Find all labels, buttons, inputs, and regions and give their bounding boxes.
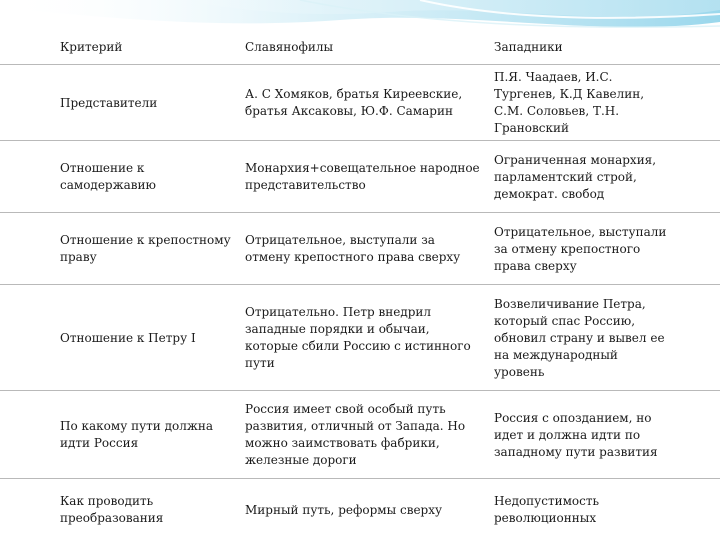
table-row — [0, 390, 720, 479]
header-criterion: Критерий — [60, 39, 123, 54]
row-westernizers: Россия с опозданием, но идет и должна идти по западному пути развития — [494, 410, 658, 459]
row-westernizers: Ограниченная монархия, парламентский строй, демократ. свобод — [494, 152, 657, 201]
row-criterion: Отношение к самодержавию — [60, 161, 156, 192]
row-criterion: Как проводить преобразования — [60, 494, 164, 525]
table-header-row — [0, 30, 720, 64]
row-slavophiles: А. С Хомяков, братья Киреевские, братья Аксаковы, Ю.Ф. Самарин — [245, 87, 463, 118]
row-slavophiles: Монархия+совещательное народное представительство — [245, 161, 480, 192]
row-westernizers: П.Я. Чаадаев, И.С. Тургенев, К.Д Кавелин, С.М. Соловьев, Т.Н. Грановский — [494, 70, 645, 135]
row-westernizers: Возвеличивание Петра, который спас Россию, обновил страну и вывел ее на международный уровень — [494, 296, 665, 379]
row-slavophiles: Мирный путь, реформы сверху — [245, 502, 443, 517]
header-westernizers: Западники — [494, 39, 563, 54]
row-criterion: Отношение к Петру I — [60, 330, 196, 345]
header-slavophiles: Славянофилы — [245, 39, 334, 54]
row-slavophiles: Отрицательное, выступали за отмену крепостного права сверху — [245, 233, 461, 264]
row-criterion: Отношение к крепостному праву — [60, 233, 231, 264]
table-row — [0, 284, 720, 391]
row-westernizers: Отрицательное, выступали за отмену крепостного права сверху — [494, 224, 667, 273]
table-row — [0, 212, 720, 285]
row-slavophiles: Отрицательно. Петр внедрил западные порядки и обычаи, которые сбили Россию с истинного пути — [245, 305, 471, 370]
row-criterion: Представители — [60, 95, 158, 110]
row-criterion: По какому пути должна идти Россия — [60, 419, 214, 450]
table-row — [0, 140, 720, 213]
row-slavophiles: Россия имеет свой особый путь развития, отличный от Запада. Но можно заимствовать фабрики, железные дороги — [245, 402, 466, 467]
table-row — [0, 478, 720, 540]
row-westernizers: Недопустимость революционных — [494, 494, 600, 525]
table-row — [0, 64, 720, 141]
